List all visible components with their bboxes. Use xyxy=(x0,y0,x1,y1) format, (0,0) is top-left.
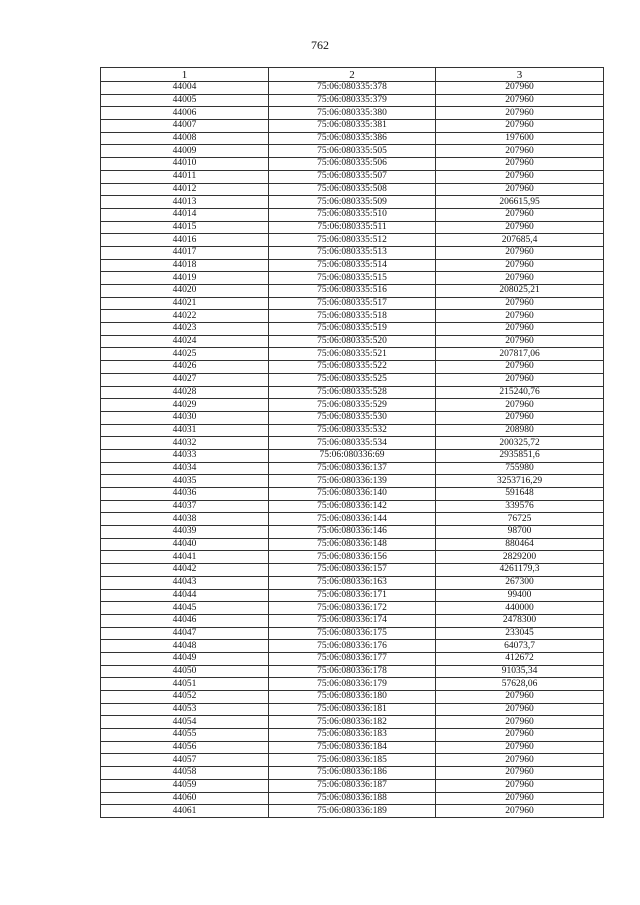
row-number-cell: 44028 xyxy=(101,386,269,399)
row-number-cell: 44050 xyxy=(101,665,269,678)
cadastral-number-cell: 75:06:080335:520 xyxy=(269,335,436,348)
row-number-cell: 44036 xyxy=(101,488,269,501)
value-cell: 207960 xyxy=(436,805,604,818)
row-number-cell: 44037 xyxy=(101,500,269,513)
value-cell: 207960 xyxy=(436,729,604,742)
table-row xyxy=(101,691,604,704)
table-row xyxy=(101,678,604,691)
table-row xyxy=(101,107,604,120)
table-header xyxy=(101,68,604,82)
value-cell: 208025,21 xyxy=(436,285,604,298)
row-number-cell: 44025 xyxy=(101,348,269,361)
table-row xyxy=(101,500,604,513)
row-number-cell: 44010 xyxy=(101,158,269,171)
table-row xyxy=(101,475,604,488)
header-row xyxy=(101,68,604,82)
value-cell: 197600 xyxy=(436,132,604,145)
row-number-cell: 44040 xyxy=(101,538,269,551)
row-number-cell: 44011 xyxy=(101,170,269,183)
table-row xyxy=(101,310,604,323)
table-row xyxy=(101,94,604,107)
value-cell: 591648 xyxy=(436,488,604,501)
table-row xyxy=(101,183,604,196)
row-number-cell: 44054 xyxy=(101,716,269,729)
cadastral-number-cell: 75:06:080335:507 xyxy=(269,170,436,183)
table-row xyxy=(101,767,604,780)
cadastral-number-cell: 75:06:080335:534 xyxy=(269,437,436,450)
table-row xyxy=(101,424,604,437)
value-cell: 207960 xyxy=(436,297,604,310)
value-cell: 233045 xyxy=(436,627,604,640)
table-row xyxy=(101,652,604,665)
row-number-cell: 44022 xyxy=(101,310,269,323)
cadastral-number-cell: 75:06:080336:148 xyxy=(269,538,436,551)
value-cell: 207960 xyxy=(436,221,604,234)
cadastral-number-cell: 75:06:080336:144 xyxy=(269,513,436,526)
cadastral-number-cell: 75:06:080335:509 xyxy=(269,196,436,209)
cadastral-number-cell: 75:06:080335:516 xyxy=(269,285,436,298)
row-number-cell: 44031 xyxy=(101,424,269,437)
row-number-cell: 44024 xyxy=(101,335,269,348)
cadastral-number-cell: 75:06:080336:177 xyxy=(269,652,436,665)
row-number-cell: 44005 xyxy=(101,94,269,107)
table-row xyxy=(101,335,604,348)
row-number-cell: 44043 xyxy=(101,576,269,589)
table-row xyxy=(101,614,604,627)
row-number-cell: 44020 xyxy=(101,285,269,298)
table-row xyxy=(101,272,604,285)
row-number-cell: 44013 xyxy=(101,196,269,209)
table-row xyxy=(101,716,604,729)
cadastral-number-cell: 75:06:080335:378 xyxy=(269,82,436,95)
row-number-cell: 44017 xyxy=(101,246,269,259)
cadastral-number-cell: 75:06:080336:146 xyxy=(269,526,436,539)
value-cell: 207960 xyxy=(436,779,604,792)
cadastral-number-cell: 75:06:080336:172 xyxy=(269,602,436,615)
table-row xyxy=(101,437,604,450)
table-row xyxy=(101,488,604,501)
cadastral-number-cell: 75:06:080335:386 xyxy=(269,132,436,145)
value-cell: 412672 xyxy=(436,652,604,665)
cadastral-number-cell: 75:06:080336:137 xyxy=(269,462,436,475)
cadastral-number-cell: 75:06:080335:508 xyxy=(269,183,436,196)
table-row xyxy=(101,805,604,818)
row-number-cell: 44060 xyxy=(101,792,269,805)
row-number-cell: 44026 xyxy=(101,361,269,374)
table-row xyxy=(101,259,604,272)
row-number-cell: 44049 xyxy=(101,652,269,665)
table-row xyxy=(101,120,604,133)
value-cell: 207960 xyxy=(436,792,604,805)
value-cell: 3253716,29 xyxy=(436,475,604,488)
table-row xyxy=(101,792,604,805)
row-number-cell: 44053 xyxy=(101,703,269,716)
cadastral-number-cell: 75:06:080336:180 xyxy=(269,691,436,704)
row-number-cell: 44012 xyxy=(101,183,269,196)
table-row xyxy=(101,779,604,792)
row-number-cell: 44018 xyxy=(101,259,269,272)
row-number-cell: 44016 xyxy=(101,234,269,247)
cadastral-number-cell: 75:06:080336:176 xyxy=(269,640,436,653)
row-number-cell: 44055 xyxy=(101,729,269,742)
row-number-cell: 44047 xyxy=(101,627,269,640)
cadastral-number-cell: 75:06:080336:179 xyxy=(269,678,436,691)
column-header-2: 2 xyxy=(269,68,436,82)
value-cell: 2478300 xyxy=(436,614,604,627)
table-row xyxy=(101,158,604,171)
value-cell: 267300 xyxy=(436,576,604,589)
row-number-cell: 44045 xyxy=(101,602,269,615)
value-cell: 207960 xyxy=(436,741,604,754)
cadastral-number-cell: 75:06:080336:156 xyxy=(269,551,436,564)
row-number-cell: 44061 xyxy=(101,805,269,818)
page-number: 762 xyxy=(311,38,329,52)
value-cell: 57628,06 xyxy=(436,678,604,691)
value-cell: 207960 xyxy=(436,767,604,780)
table-row xyxy=(101,399,604,412)
table-row xyxy=(101,234,604,247)
cadastral-number-cell: 75:06:080335:519 xyxy=(269,323,436,336)
row-number-cell: 44058 xyxy=(101,767,269,780)
cadastral-number-cell: 75:06:080336:178 xyxy=(269,665,436,678)
table-row xyxy=(101,538,604,551)
cadastral-number-cell: 75:06:080336:171 xyxy=(269,589,436,602)
table-row xyxy=(101,576,604,589)
table-row xyxy=(101,665,604,678)
value-cell: 200325,72 xyxy=(436,437,604,450)
table-row xyxy=(101,564,604,577)
value-cell: 207960 xyxy=(436,373,604,386)
cadastral-number-cell: 75:06:080336:185 xyxy=(269,754,436,767)
table-row xyxy=(101,82,604,95)
row-number-cell: 44051 xyxy=(101,678,269,691)
cadastral-number-cell: 75:06:080335:511 xyxy=(269,221,436,234)
value-cell: 207960 xyxy=(436,170,604,183)
cadastral-number-cell: 75:06:080335:522 xyxy=(269,361,436,374)
value-cell: 755980 xyxy=(436,462,604,475)
value-cell: 207817,06 xyxy=(436,348,604,361)
cadastral-number-cell: 75:06:080336:139 xyxy=(269,475,436,488)
value-cell: 207960 xyxy=(436,323,604,336)
table-row xyxy=(101,221,604,234)
table-row xyxy=(101,411,604,424)
table-row xyxy=(101,741,604,754)
table-row xyxy=(101,361,604,374)
cadastral-number-cell: 75:06:080335:515 xyxy=(269,272,436,285)
table-row xyxy=(101,703,604,716)
row-number-cell: 44039 xyxy=(101,526,269,539)
table-row xyxy=(101,196,604,209)
row-number-cell: 44030 xyxy=(101,411,269,424)
table-row xyxy=(101,246,604,259)
table-row xyxy=(101,449,604,462)
cadastral-number-cell: 75:06:080336:184 xyxy=(269,741,436,754)
row-number-cell: 44007 xyxy=(101,120,269,133)
cadastral-number-cell: 75:06:080335:380 xyxy=(269,107,436,120)
value-cell: 207960 xyxy=(436,754,604,767)
table-row xyxy=(101,729,604,742)
value-cell: 207960 xyxy=(436,94,604,107)
value-cell: 215240,76 xyxy=(436,386,604,399)
value-cell: 207960 xyxy=(436,411,604,424)
cadastral-number-cell: 75:06:080335:505 xyxy=(269,145,436,158)
table-row xyxy=(101,323,604,336)
row-number-cell: 44019 xyxy=(101,272,269,285)
row-number-cell: 44052 xyxy=(101,691,269,704)
row-number-cell: 44006 xyxy=(101,107,269,120)
row-number-cell: 44041 xyxy=(101,551,269,564)
column-header-1: 1 xyxy=(101,68,269,82)
table-row xyxy=(101,145,604,158)
cadastral-number-cell: 75:06:080335:506 xyxy=(269,158,436,171)
value-cell: 2935851,6 xyxy=(436,449,604,462)
table-row xyxy=(101,754,604,767)
value-cell: 207960 xyxy=(436,82,604,95)
cadastral-number-cell: 75:06:080336:183 xyxy=(269,729,436,742)
value-cell: 207960 xyxy=(436,158,604,171)
cadastral-number-cell: 75:06:080335:529 xyxy=(269,399,436,412)
cadastral-number-cell: 75:06:080336:157 xyxy=(269,564,436,577)
value-cell: 339576 xyxy=(436,500,604,513)
value-cell: 64073,7 xyxy=(436,640,604,653)
value-cell: 207685,4 xyxy=(436,234,604,247)
cadastral-number-cell: 75:06:080336:175 xyxy=(269,627,436,640)
cadastral-number-cell: 75:06:080335:517 xyxy=(269,297,436,310)
table-row xyxy=(101,285,604,298)
row-number-cell: 44034 xyxy=(101,462,269,475)
cadastral-number-cell: 75:06:080335:510 xyxy=(269,208,436,221)
row-number-cell: 44008 xyxy=(101,132,269,145)
cadastral-number-cell: 75:06:080335:513 xyxy=(269,246,436,259)
cadastral-number-cell: 75:06:080335:514 xyxy=(269,259,436,272)
cadastral-number-cell: 75:06:080335:528 xyxy=(269,386,436,399)
cadastral-number-cell: 75:06:080336:187 xyxy=(269,779,436,792)
table-row xyxy=(101,208,604,221)
value-cell: 207960 xyxy=(436,259,604,272)
value-cell: 99400 xyxy=(436,589,604,602)
value-cell: 98700 xyxy=(436,526,604,539)
cadastral-number-cell: 75:06:080335:525 xyxy=(269,373,436,386)
value-cell: 76725 xyxy=(436,513,604,526)
value-cell: 207960 xyxy=(436,183,604,196)
cadastral-number-cell: 75:06:080335:521 xyxy=(269,348,436,361)
value-cell: 207960 xyxy=(436,361,604,374)
table-row xyxy=(101,170,604,183)
cadastral-number-cell: 75:06:080336:140 xyxy=(269,488,436,501)
value-cell: 207960 xyxy=(436,691,604,704)
row-number-cell: 44042 xyxy=(101,564,269,577)
row-number-cell: 44044 xyxy=(101,589,269,602)
value-cell: 206615,95 xyxy=(436,196,604,209)
row-number-cell: 44057 xyxy=(101,754,269,767)
table-row xyxy=(101,348,604,361)
table-row xyxy=(101,589,604,602)
value-cell: 2829200 xyxy=(436,551,604,564)
table-row xyxy=(101,627,604,640)
row-number-cell: 44032 xyxy=(101,437,269,450)
table-row xyxy=(101,551,604,564)
row-number-cell: 44035 xyxy=(101,475,269,488)
table-row xyxy=(101,373,604,386)
table-row xyxy=(101,297,604,310)
cadastral-number-cell: 75:06:080335:379 xyxy=(269,94,436,107)
cadastral-number-cell: 75:06:080336:189 xyxy=(269,805,436,818)
row-number-cell: 44027 xyxy=(101,373,269,386)
value-cell: 207960 xyxy=(436,716,604,729)
table-row xyxy=(101,386,604,399)
value-cell: 91035,34 xyxy=(436,665,604,678)
value-cell: 207960 xyxy=(436,272,604,285)
table-row xyxy=(101,526,604,539)
value-cell: 207960 xyxy=(436,703,604,716)
row-number-cell: 44059 xyxy=(101,779,269,792)
value-cell: 207960 xyxy=(436,399,604,412)
row-number-cell: 44033 xyxy=(101,449,269,462)
row-number-cell: 44048 xyxy=(101,640,269,653)
row-number-cell: 44046 xyxy=(101,614,269,627)
table-row xyxy=(101,132,604,145)
table-row xyxy=(101,462,604,475)
cadastral-number-cell: 75:06:080336:142 xyxy=(269,500,436,513)
cadastral-number-cell: 75:06:080336:163 xyxy=(269,576,436,589)
row-number-cell: 44038 xyxy=(101,513,269,526)
cadastral-number-cell: 75:06:080336:186 xyxy=(269,767,436,780)
table-row xyxy=(101,513,604,526)
cadastral-number-cell: 75:06:080336:182 xyxy=(269,716,436,729)
value-cell: 207960 xyxy=(436,310,604,323)
value-cell: 207960 xyxy=(436,208,604,221)
table-row xyxy=(101,602,604,615)
row-number-cell: 44014 xyxy=(101,208,269,221)
cadastral-number-cell: 75:06:080336:69 xyxy=(269,449,436,462)
cadastral-number-cell: 75:06:080335:512 xyxy=(269,234,436,247)
value-cell: 207960 xyxy=(436,335,604,348)
cadastral-number-cell: 75:06:080336:181 xyxy=(269,703,436,716)
value-cell: 880464 xyxy=(436,538,604,551)
value-cell: 207960 xyxy=(436,107,604,120)
value-cell: 208980 xyxy=(436,424,604,437)
row-number-cell: 44015 xyxy=(101,221,269,234)
row-number-cell: 44029 xyxy=(101,399,269,412)
cadastral-number-cell: 75:06:080336:188 xyxy=(269,792,436,805)
value-cell: 4261179,3 xyxy=(436,564,604,577)
row-number-cell: 44004 xyxy=(101,82,269,95)
value-cell: 207960 xyxy=(436,246,604,259)
cadastral-number-cell: 75:06:080335:381 xyxy=(269,120,436,133)
table-row xyxy=(101,640,604,653)
cadastral-number-cell: 75:06:080336:174 xyxy=(269,614,436,627)
table-body xyxy=(101,82,604,818)
row-number-cell: 44056 xyxy=(101,741,269,754)
value-cell: 207960 xyxy=(436,145,604,158)
cadastral-value-table xyxy=(100,67,604,818)
row-number-cell: 44021 xyxy=(101,297,269,310)
column-header-3: 3 xyxy=(436,68,604,82)
cadastral-number-cell: 75:06:080335:530 xyxy=(269,411,436,424)
cadastral-number-cell: 75:06:080335:532 xyxy=(269,424,436,437)
row-number-cell: 44023 xyxy=(101,323,269,336)
cadastral-number-cell: 75:06:080335:518 xyxy=(269,310,436,323)
value-cell: 207960 xyxy=(436,120,604,133)
row-number-cell: 44009 xyxy=(101,145,269,158)
value-cell: 440000 xyxy=(436,602,604,615)
